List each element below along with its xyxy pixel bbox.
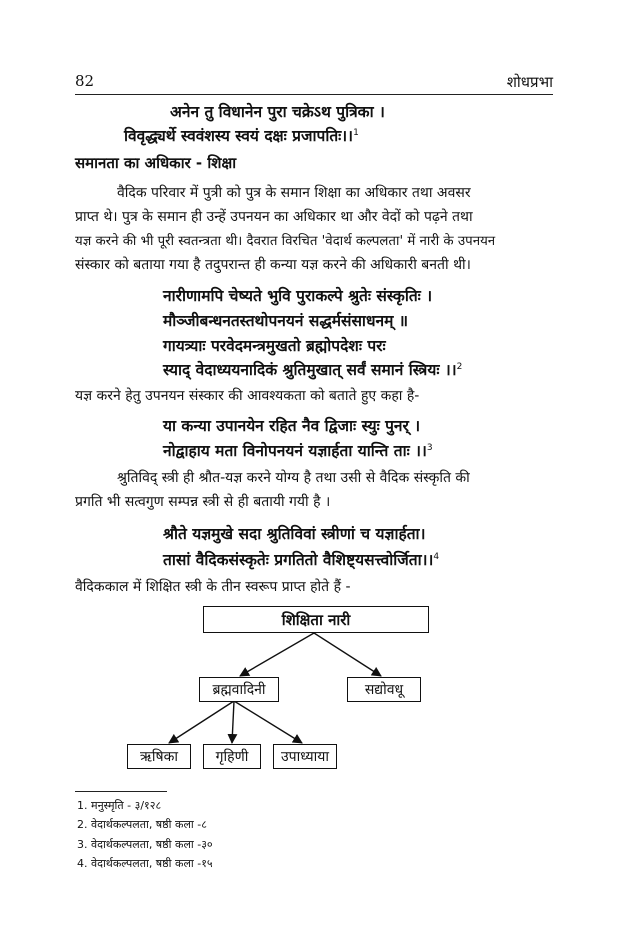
diagram-leaf-upadhyaya: उपाध्याया xyxy=(273,744,337,769)
verse1-line1: अनेन तु विधानेन पुरा चक्रेऽथ पुत्रिका । xyxy=(170,103,385,121)
footnote-2: 2. वेदार्थकल्पलता, षष्ठी कला -८ xyxy=(77,818,207,831)
verse1-line2: विवृद्ध्यर्थे स्ववंशस्य स्वयं दक्षः प्रजापतिः।।$^1$ xyxy=(124,127,359,145)
verse2-line2: मौञ्जीबन्धनतस्तथोपनयनं सद्धर्मसंसाधनम् ॥ xyxy=(163,312,409,330)
verse2-line1: नारीणामपि चेष्यते भुवि पुराकल्पे श्रुतेः संस्कृतिः । xyxy=(163,287,433,305)
paragraph1-line4: संस्कार को बताया गया है तदुपरान्त ही कन्या यज्ञ करने की अधिकारी बनती थी। xyxy=(75,257,471,273)
footnote-1: 1. मनुस्मृति - ३/१२८ xyxy=(77,799,162,812)
paragraph2-line1: श्रुतिविद् स्त्री ही श्रौत-यज्ञ करने योग्य है तथा उसी से वैदिक संस्कृति की xyxy=(117,470,470,486)
verse2-line4: स्याद् वेदाध्ययनादिकं श्रुतिमुखात् सर्वं समानं स्त्रियः ।।$^2$ xyxy=(163,361,463,379)
verse2-line3: गायत्र्याः परवेदमन्त्रमुखतो ब्रह्मोपदेशः परः xyxy=(163,337,386,355)
verse3-line2: नोद्वाहाय मता विनोपनयनं यज्ञार्हता यान्ति ताः ।।$^3$ xyxy=(163,442,433,460)
arrow-to-upadhyaya xyxy=(234,701,302,743)
page-number: 82 xyxy=(75,72,95,90)
verse4-line2: तासां वैदिकसंस्कृतेः प्रगतितो वैशिष्ट्यसत्त्वोर्जिता।।$^4$ xyxy=(163,551,440,569)
diagram-leaf-grihini: गृहिणी xyxy=(203,744,261,769)
footnote-4: 4. वेदार्थकल्पलता, षष्ठी कला -१५ xyxy=(77,857,213,870)
arrow-to-grihini xyxy=(232,701,234,743)
verse4-line1: श्रौते यज्ञमुखे सदा श्रुतिविवां स्त्रीणां च यज्ञार्हता। xyxy=(163,525,426,543)
footnote-ref: 2 xyxy=(456,361,463,372)
paragraph1-line1: वैदिक परिवार में पुत्री को पुत्र के समान शिक्षा का अधिकार तथा अवसर xyxy=(117,185,471,201)
arrow-root-to-brahmavadini xyxy=(240,633,314,676)
verse3-line1: या कन्या उपानयेन रहित नैव द्विजाः स्युः पुनर् । xyxy=(163,417,421,435)
footnote-rule xyxy=(75,791,167,792)
arrow-to-rishika xyxy=(169,701,234,743)
diagram-node-brahmavadini: ब्रह्मवादिनी xyxy=(199,677,279,702)
running-title: शोधप्रभा xyxy=(506,73,553,91)
intro-text-2: यज्ञ करने हेतु उपनयन संस्कार की आवश्यकता को बताते हुए कहा है- xyxy=(75,388,420,404)
arrow-root-to-sadyovadhu xyxy=(314,633,381,676)
section-heading: समानता का अधिकार - शिक्षा xyxy=(75,154,237,172)
footnote-3: 3. वेदार्थकल्पलता, षष्ठी कला -३० xyxy=(77,838,213,851)
paragraph1-line3: यज्ञ करने की भी पूरी स्वतन्त्रता थी। दैवरात विरचित 'वेदार्थ कल्पलता' में नारी के उपनयन xyxy=(75,234,496,249)
footnote-ref: 1 xyxy=(353,127,359,138)
footnote-ref: 3 xyxy=(426,442,433,453)
diagram-node-sadyovadhu: सद्योवधू xyxy=(347,677,421,702)
footnote-ref: 4 xyxy=(433,551,440,562)
intro-text-3: वैदिककाल में शिक्षित स्त्री के तीन स्वरूप प्राप्त होते हैं - xyxy=(75,579,351,595)
diagram-root-box: शिक्षिता नारी xyxy=(203,606,429,633)
diagram-leaf-rishika: ऋषिका xyxy=(127,744,191,769)
paragraph1-line2: प्राप्त थे। पुत्र के समान ही उन्हें उपनयन का अधिकार था और वेदों को पढ़ने तथा xyxy=(75,209,473,225)
paragraph2-line2: प्रगति भी सत्वगुण सम्पन्न स्त्री से ही बतायी गयी है । xyxy=(75,494,331,510)
